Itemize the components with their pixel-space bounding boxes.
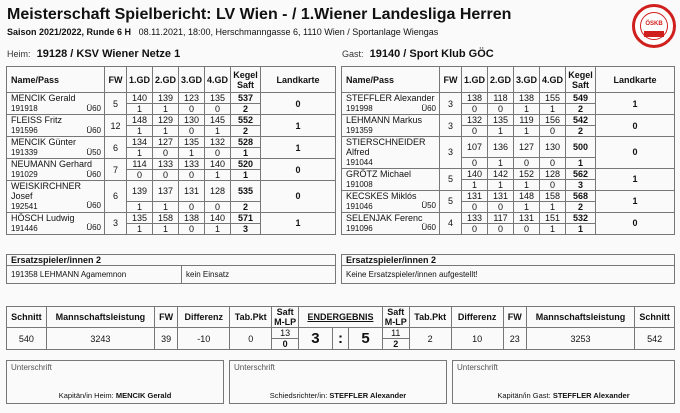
game-4-saft: 1 <box>205 223 231 234</box>
away-team-heading <box>342 48 494 60</box>
player-saft-total: 1 <box>231 148 261 159</box>
game-3-pins: 130 <box>179 115 205 126</box>
away-player-table <box>341 66 675 235</box>
player-fw: 6 <box>105 181 127 213</box>
h-diff-home: Differenz <box>178 307 230 328</box>
player-landkarte: 1 <box>596 168 675 190</box>
game-1-pins: 135 <box>127 212 153 223</box>
game-1-pins: 132 <box>462 115 488 126</box>
referee-name: STEFFLER Alexander <box>329 391 407 400</box>
col-fw: FW <box>105 67 127 93</box>
game-3-pins: 127 <box>514 137 540 158</box>
player-age-class: Ü50 <box>86 147 101 157</box>
home-schnitt: 540 <box>7 328 47 350</box>
player-pass <box>7 148 105 159</box>
player-saft-total: 3 <box>231 223 261 234</box>
home-team-heading <box>7 48 180 60</box>
player-age-class: Ü60 <box>421 223 436 232</box>
player-fw: 3 <box>440 93 462 115</box>
game-2-pins: 142 <box>488 168 514 179</box>
game-2-pins: 117 <box>488 212 514 223</box>
game-1-saft: 1 <box>462 179 488 190</box>
player-total: 500 <box>566 137 596 158</box>
player-total: 528 <box>231 137 261 148</box>
game-4-pins: 145 <box>205 115 231 126</box>
h-mlp-label-away: M-LP <box>384 317 407 327</box>
game-1-pins: 140 <box>462 168 488 179</box>
game-2-saft: 1 <box>153 126 179 137</box>
game-1-saft: 0 <box>462 126 488 137</box>
player-pass-number: 191918 <box>11 104 38 114</box>
federation-logo <box>632 4 676 48</box>
game-1-saft: 1 <box>127 223 153 234</box>
away-substitutes <box>341 254 675 284</box>
signature-caption: Unterschrift <box>11 363 52 372</box>
game-4-saft: 1 <box>205 170 231 181</box>
player-pass-number: 191359 <box>346 126 373 136</box>
home-team-name: 19128 / KSV Wiener Netze 1 <box>36 48 181 60</box>
player-name: FLEISS Fritz <box>7 115 105 126</box>
summary-table <box>6 306 675 350</box>
game-3-pins: 138 <box>179 212 205 223</box>
h-ml-home: Mannschaftsleistung <box>46 307 155 328</box>
player-saft-total: 2 <box>231 104 261 115</box>
away-label: Gast: <box>342 49 364 59</box>
game-2-pins: 136 <box>488 137 514 158</box>
player-pass <box>342 179 440 190</box>
game-3-saft: 0 <box>179 170 205 181</box>
player-total: 549 <box>566 93 596 104</box>
game-4-saft: 0 <box>205 104 231 115</box>
player-pass-number: 191096 <box>346 223 373 233</box>
player-fw: 3 <box>105 212 127 234</box>
away-captain <box>453 391 674 400</box>
player-saft-total: 2 <box>566 201 596 212</box>
player-pass-number: 191044 <box>346 157 373 167</box>
col-fw: FW <box>440 67 462 93</box>
player-landkarte: 1 <box>261 212 336 234</box>
player-pass <box>342 157 440 168</box>
game-4-pins: 128 <box>205 181 231 202</box>
player-pass-number: 191046 <box>346 201 373 211</box>
referee <box>230 391 446 400</box>
home-fw: 39 <box>155 328 178 350</box>
game-2-saft: 1 <box>153 104 179 115</box>
col-saft: Saft <box>571 79 589 90</box>
player-saft-total: 1 <box>566 223 596 234</box>
h-ml-away: Mannschaftsleistung <box>526 307 635 328</box>
game-1-pins: 133 <box>462 212 488 223</box>
col-saft: Saft <box>236 79 254 90</box>
col-2gd: 2.GD <box>153 67 179 93</box>
game-1-pins: 114 <box>127 159 153 170</box>
player-age-class: Ü60 <box>86 223 101 232</box>
game-2-saft: 0 <box>153 170 179 181</box>
game-3-pins: 152 <box>514 168 540 179</box>
home-subs-title: Ersatzspieler/innen 2 <box>7 255 336 266</box>
player-pass <box>7 126 105 137</box>
game-3-saft: 0 <box>179 126 205 137</box>
game-4-pins: 151 <box>540 212 566 223</box>
h-fw-away: FW <box>503 307 526 328</box>
game-1-pins: 148 <box>127 115 153 126</box>
game-4-saft: 1 <box>540 201 566 212</box>
player-landkarte: 0 <box>596 212 675 234</box>
game-2-pins: 158 <box>153 212 179 223</box>
col-1gd: 1.GD <box>462 67 488 93</box>
player-total: 520 <box>231 159 261 170</box>
game-2-saft: 1 <box>153 223 179 234</box>
player-fw: 3 <box>440 137 462 169</box>
player-total: 568 <box>566 190 596 201</box>
game-3-saft: 0 <box>179 223 205 234</box>
game-4-pins: 140 <box>205 212 231 223</box>
player-landkarte: 1 <box>596 190 675 212</box>
game-4-saft: 1 <box>540 104 566 115</box>
game-3-saft: 1 <box>514 179 540 190</box>
home-sub-player: 191358 LEHMANN Agamemnon <box>7 266 182 284</box>
player-saft-total: 1 <box>231 170 261 181</box>
game-2-saft: 0 <box>153 148 179 159</box>
game-2-pins: 127 <box>153 137 179 148</box>
home-label: Heim: <box>7 49 31 59</box>
h-endergebnis: ENDERGEBNIS <box>299 307 382 328</box>
home-mlp: 0 <box>272 339 299 350</box>
game-3-saft: 1 <box>514 104 540 115</box>
game-2-saft: 0 <box>488 104 514 115</box>
h-tab-away: Tab.Pkt <box>409 307 451 328</box>
col-landkarte: Landkarte <box>596 67 675 93</box>
player-total: 537 <box>231 93 261 104</box>
player-fw: 12 <box>105 115 127 137</box>
home-saft: 13 <box>272 328 299 339</box>
away-mlp: 2 <box>382 339 409 350</box>
player-name: STIERSCHNEIDER Alfred <box>342 137 440 158</box>
player-fw: 3 <box>440 115 462 137</box>
player-landkarte: 0 <box>261 93 336 115</box>
h-mlp-label: M-LP <box>274 317 297 327</box>
player-pass-number: 192541 <box>11 201 38 211</box>
player-pass-number: 191339 <box>11 148 38 158</box>
player-pass <box>7 223 105 234</box>
player-landkarte: 1 <box>261 137 336 159</box>
game-1-saft: 1 <box>127 126 153 137</box>
player-fw: 7 <box>105 159 127 181</box>
player-name: MENCIK Günter <box>7 137 105 148</box>
home-sub-note: kein Einsatz <box>182 266 336 284</box>
player-age-class: Ü60 <box>421 103 436 113</box>
game-4-pins: 155 <box>540 93 566 104</box>
game-4-saft: 0 <box>540 157 566 168</box>
home-score: 3 <box>299 328 332 350</box>
game-1-saft: 0 <box>462 157 488 168</box>
h-saft-home <box>272 307 299 328</box>
player-saft-total: 2 <box>231 201 261 212</box>
col-kegel: Kegel <box>568 69 593 80</box>
game-2-saft: 0 <box>488 223 514 234</box>
game-2-pins: 139 <box>153 93 179 104</box>
player-saft-total: 1 <box>566 157 596 168</box>
player-saft-total: 2 <box>566 104 596 115</box>
h-fw-home: FW <box>155 307 178 328</box>
col-1gd: 1.GD <box>127 67 153 93</box>
player-total: 532 <box>566 212 596 223</box>
player-landkarte: 1 <box>596 93 675 115</box>
away-captain-name: STEFFLER Alexander <box>552 391 630 400</box>
away-diff: 10 <box>451 328 503 350</box>
game-4-pins: 128 <box>540 168 566 179</box>
game-1-saft: 1 <box>127 104 153 115</box>
player-pass <box>342 104 440 115</box>
game-1-saft: 1 <box>127 148 153 159</box>
col-name: Name/Pass <box>342 67 440 93</box>
away-sub-note: Keine Ersatzspieler/innen aufgestellt! <box>342 266 675 284</box>
home-diff: -10 <box>178 328 230 350</box>
player-age-class: Ü60 <box>86 103 101 113</box>
player-name: NEUMANN Gerhard <box>7 159 105 170</box>
game-2-saft: 1 <box>488 179 514 190</box>
logo-text: ÖSKB <box>645 21 663 27</box>
logo-bar <box>644 31 664 37</box>
player-name: SELENJAK Ferenc <box>342 212 440 223</box>
game-3-saft: 1 <box>179 148 205 159</box>
col-2gd: 2.GD <box>488 67 514 93</box>
signature-caption: Unterschrift <box>457 363 498 372</box>
game-1-pins: 131 <box>462 190 488 201</box>
game-1-pins: 107 <box>462 137 488 158</box>
player-fw: 5 <box>440 190 462 212</box>
player-age-class: Ü60 <box>86 201 101 210</box>
game-2-pins: 129 <box>153 115 179 126</box>
away-fw: 23 <box>503 328 526 350</box>
game-1-saft: 0 <box>462 104 488 115</box>
col-kegel-saft <box>566 67 596 93</box>
game-1-pins: 134 <box>127 137 153 148</box>
game-4-pins: 156 <box>540 115 566 126</box>
game-2-saft: 0 <box>488 201 514 212</box>
player-landkarte: 0 <box>261 181 336 213</box>
player-landkarte: 0 <box>261 159 336 181</box>
game-1-saft: 0 <box>462 201 488 212</box>
game-2-pins: 133 <box>153 159 179 170</box>
away-captain-signature <box>452 360 675 404</box>
report-title: Meisterschaft Spielbericht: LV Wien - / 1.Wiener Landesliga Herren <box>7 6 512 23</box>
game-2-saft: 1 <box>488 126 514 137</box>
player-pass <box>7 104 105 115</box>
home-substitutes <box>6 254 336 284</box>
player-name: STEFFLER Alexander <box>342 93 440 104</box>
game-3-pins: 135 <box>179 137 205 148</box>
away-saft: 11 <box>382 328 409 339</box>
player-total: 535 <box>231 181 261 202</box>
game-3-pins: 131 <box>514 212 540 223</box>
game-4-saft: 0 <box>540 179 566 190</box>
player-name: LEHMANN Markus <box>342 115 440 126</box>
player-landkarte: 0 <box>596 115 675 137</box>
game-4-pins: 140 <box>205 159 231 170</box>
player-age-class: Ü60 <box>86 169 101 179</box>
game-4-saft: 0 <box>205 201 231 212</box>
player-fw: 5 <box>440 168 462 190</box>
away-tab: 2 <box>409 328 451 350</box>
player-pass <box>342 126 440 137</box>
player-saft-total: 2 <box>231 126 261 137</box>
h-saft-label: Saft <box>276 307 294 317</box>
game-1-pins: 138 <box>462 93 488 104</box>
game-3-pins: 148 <box>514 190 540 201</box>
player-total: 552 <box>231 115 261 126</box>
player-pass <box>7 201 105 212</box>
home-captain-label: Kapitän/in Heim: <box>58 391 114 400</box>
col-3gd: 3.GD <box>179 67 205 93</box>
game-2-pins: 137 <box>153 181 179 202</box>
game-1-saft: 0 <box>127 170 153 181</box>
player-age-class: Ü50 <box>421 201 436 210</box>
col-3gd: 3.GD <box>514 67 540 93</box>
player-landkarte: 1 <box>261 115 336 137</box>
referee-signature <box>229 360 447 404</box>
h-tab-home: Tab.Pkt <box>230 307 272 328</box>
player-name: HÖSCH Ludwig <box>7 212 105 223</box>
player-saft-total: 2 <box>566 126 596 137</box>
player-pass-number: 191029 <box>11 170 38 180</box>
home-player-table <box>6 66 336 235</box>
game-3-saft: 1 <box>514 126 540 137</box>
col-name: Name/Pass <box>7 67 105 93</box>
player-fw: 5 <box>105 93 127 115</box>
col-kegel: Kegel <box>233 69 258 80</box>
game-3-saft: 1 <box>514 201 540 212</box>
game-3-pins: 138 <box>514 93 540 104</box>
game-2-saft: 1 <box>153 201 179 212</box>
player-total: 562 <box>566 168 596 179</box>
game-3-saft: 0 <box>179 104 205 115</box>
game-3-saft: 0 <box>514 157 540 168</box>
col-landkarte: Landkarte <box>261 67 336 93</box>
h-saft-label-away: Saft <box>387 307 405 317</box>
away-score: 5 <box>349 328 382 350</box>
player-pass-number: 191008 <box>346 179 373 189</box>
away-ml: 3253 <box>526 328 635 350</box>
player-pass <box>7 170 105 181</box>
home-captain <box>7 391 223 400</box>
report-subtitle <box>7 27 438 37</box>
h-schnitt-home: Schnitt <box>7 307 47 328</box>
home-ml: 3243 <box>46 328 155 350</box>
game-3-saft: 0 <box>179 201 205 212</box>
away-subs-title: Ersatzspieler/innen 2 <box>342 255 675 266</box>
player-fw: 6 <box>105 137 127 159</box>
game-1-saft: 1 <box>127 201 153 212</box>
player-name: WEISKIRCHNER Josef <box>7 181 105 202</box>
game-2-pins: 135 <box>488 115 514 126</box>
col-4gd: 4.GD <box>540 67 566 93</box>
match-details: 08.11.2021, 18:00, Herschmanngasse 6, 1110 Wien / Sportanlage Wiengas <box>138 27 439 37</box>
game-1-pins: 139 <box>127 181 153 202</box>
player-pass <box>342 223 440 234</box>
signature-caption: Unterschrift <box>234 363 275 372</box>
referee-label: Schiedsrichter/in: <box>269 391 328 400</box>
game-3-pins: 131 <box>179 181 205 202</box>
game-3-saft: 0 <box>514 223 540 234</box>
game-3-pins: 123 <box>179 93 205 104</box>
player-name: GRÖTZ Michael <box>342 168 440 179</box>
game-4-pins: 135 <box>205 93 231 104</box>
season-round: Saison 2021/2022, Runde 6 H <box>7 27 132 37</box>
score-colon: : <box>332 328 349 350</box>
h-saft-away <box>382 307 409 328</box>
game-4-pins: 158 <box>540 190 566 201</box>
col-4gd: 4.GD <box>205 67 231 93</box>
game-4-pins: 132 <box>205 137 231 148</box>
home-captain-signature <box>6 360 224 404</box>
player-name: KECSKES Miklós <box>342 190 440 201</box>
home-captain-name: MENCIK Gerald <box>115 391 172 400</box>
game-4-saft: 0 <box>540 126 566 137</box>
player-fw: 4 <box>440 212 462 234</box>
player-total: 571 <box>231 212 261 223</box>
home-tab: 0 <box>230 328 272 350</box>
game-2-pins: 118 <box>488 93 514 104</box>
game-3-pins: 119 <box>514 115 540 126</box>
col-kegel-saft <box>231 67 261 93</box>
player-name: MENCIK Gerald <box>7 93 105 104</box>
game-2-pins: 131 <box>488 190 514 201</box>
game-4-saft: 1 <box>205 126 231 137</box>
away-schnitt: 542 <box>635 328 675 350</box>
h-diff-away: Differenz <box>451 307 503 328</box>
game-4-saft: 1 <box>540 223 566 234</box>
player-pass <box>342 201 440 212</box>
away-captain-label: Kapitän/in Gast: <box>497 391 551 400</box>
game-2-saft: 1 <box>488 157 514 168</box>
player-saft-total: 3 <box>566 179 596 190</box>
player-pass-number: 191596 <box>11 126 38 136</box>
game-3-pins: 133 <box>179 159 205 170</box>
game-4-pins: 130 <box>540 137 566 158</box>
game-1-pins: 140 <box>127 93 153 104</box>
player-age-class: Ü60 <box>86 125 101 135</box>
player-landkarte: 0 <box>596 137 675 169</box>
player-total: 542 <box>566 115 596 126</box>
player-pass-number: 191998 <box>346 104 373 114</box>
game-4-saft: 0 <box>205 148 231 159</box>
game-1-saft: 0 <box>462 223 488 234</box>
player-pass-number: 191446 <box>11 223 38 233</box>
away-team-name: 19140 / Sport Klub GÖC <box>369 48 494 60</box>
h-schnitt-away: Schnitt <box>635 307 675 328</box>
